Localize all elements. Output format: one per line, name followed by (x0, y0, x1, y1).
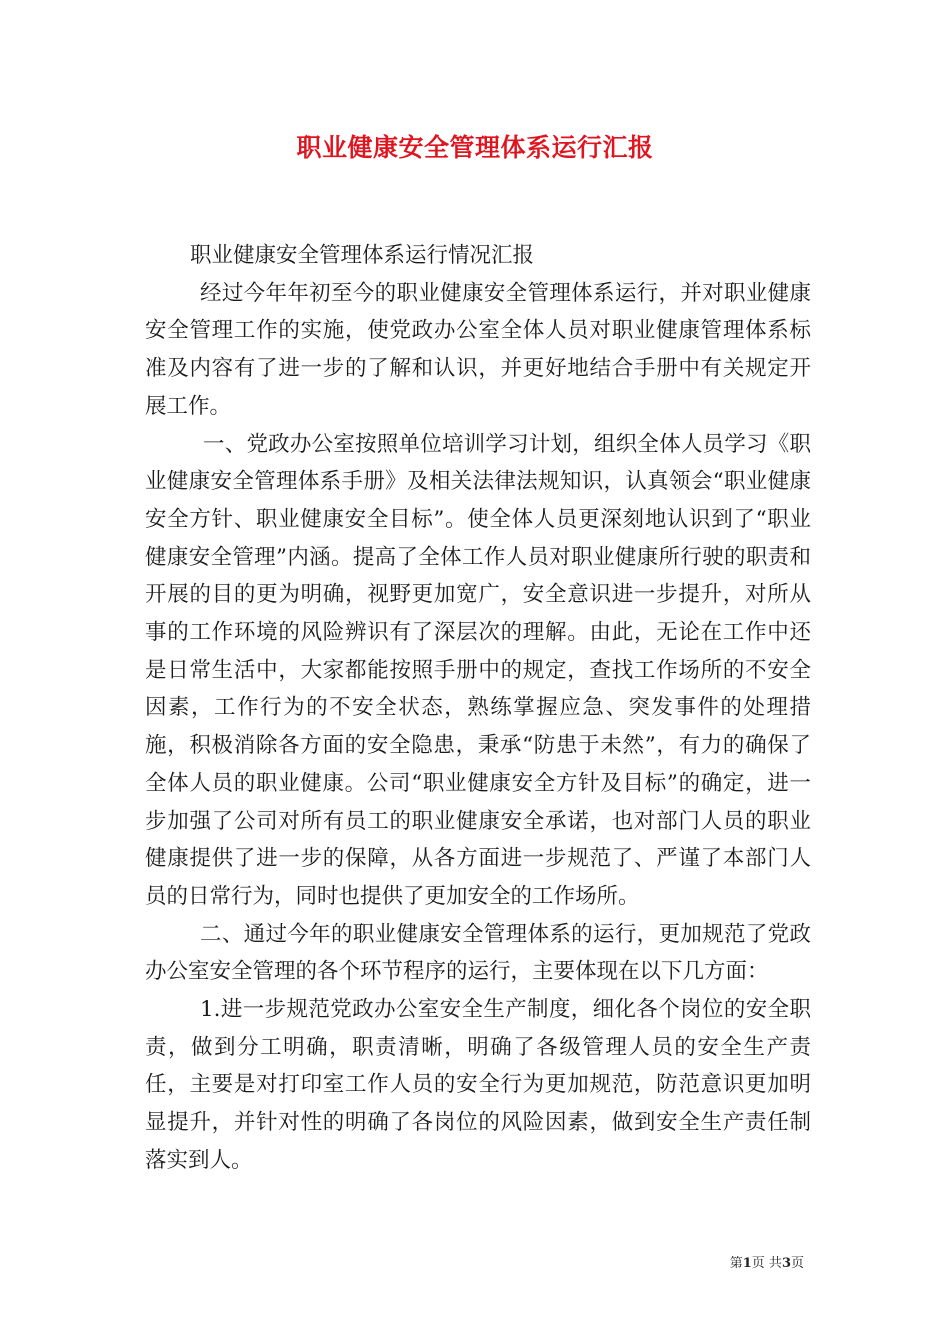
paragraph-item-1: 1.进一步规范党政办公室安全生产制度，细化各个岗位的安全职责，做到分工明确，职责清晰，明确了各级管理人员的安全生产责任，主要是对打印室工作人员的安全行为更加规范，防范意识更加明显提升，并针对性的明确了各岗位的风险因素，做到安全生产责任制落实到人。 (145, 997, 811, 1173)
paragraph-section-2: 二、通过今年的职业健康安全管理体系的运行，更加规范了党政办公室安全管理的各个环节程序的运行，主要体现在以下几方面： (145, 921, 811, 985)
footer-total-pages: 3 (781, 1256, 791, 1271)
page-footer (730, 1252, 804, 1271)
document-title: 职业健康安全管理体系运行汇报 (296, 133, 654, 162)
paragraph-intro: 经过今年年初至今的职业健康安全管理体系运行，并对职业健康安全管理工作的实施，使党政办公室全体人员对职业健康管理体系标准及内容有了进一步的了解和认识，并更好地结合手册中有关规定开展工作。 (145, 280, 811, 419)
footer-middle: 页 共 (751, 1256, 782, 1271)
document-body (145, 237, 811, 1180)
footer-suffix: 页 (790, 1256, 804, 1271)
footer-prefix: 第 (729, 1256, 743, 1271)
document-subtitle: 职业健康安全管理体系运行情况汇报 (190, 243, 535, 268)
footer-current-page: 1 (742, 1256, 752, 1271)
paragraph-section-1: 一、党政办公室按照单位培训学习计划，组织全体人员学习《职业健康安全管理体系手册》及相关法律法规知识，认真领会“职业健康安全方针、职业健康安全目标”。使全体人员更深刻地认识到了“职业健康安全管理”内涵。提高了全体工作人员对职业健康所行驶的职责和开展的目的更为明确，视野更加宽广，安全意识进一步提升，对所从事的工作环境的风险辨识有了深层次的理解。由此，无论在工作中还是日常生活中，大家都能按照手册中的规定，查找工作场所的不安全因素，工作行为的不安全状态，熟练掌握应急、突发事件的处理措施，积极消除各方面的安全隐患，秉承“防患于未然”，有力的确保了全体人员的职业健康。公司“职业健康安全方针及目标”的确定，进一步加强了公司对所有员工的职业健康安全承诺，也对部门人员的职业健康提供了进一步的保障，从各方面进一步规范了、严谨了本部门人员的日常行为，同时也提供了更加安全的工作场所。 (145, 431, 811, 909)
